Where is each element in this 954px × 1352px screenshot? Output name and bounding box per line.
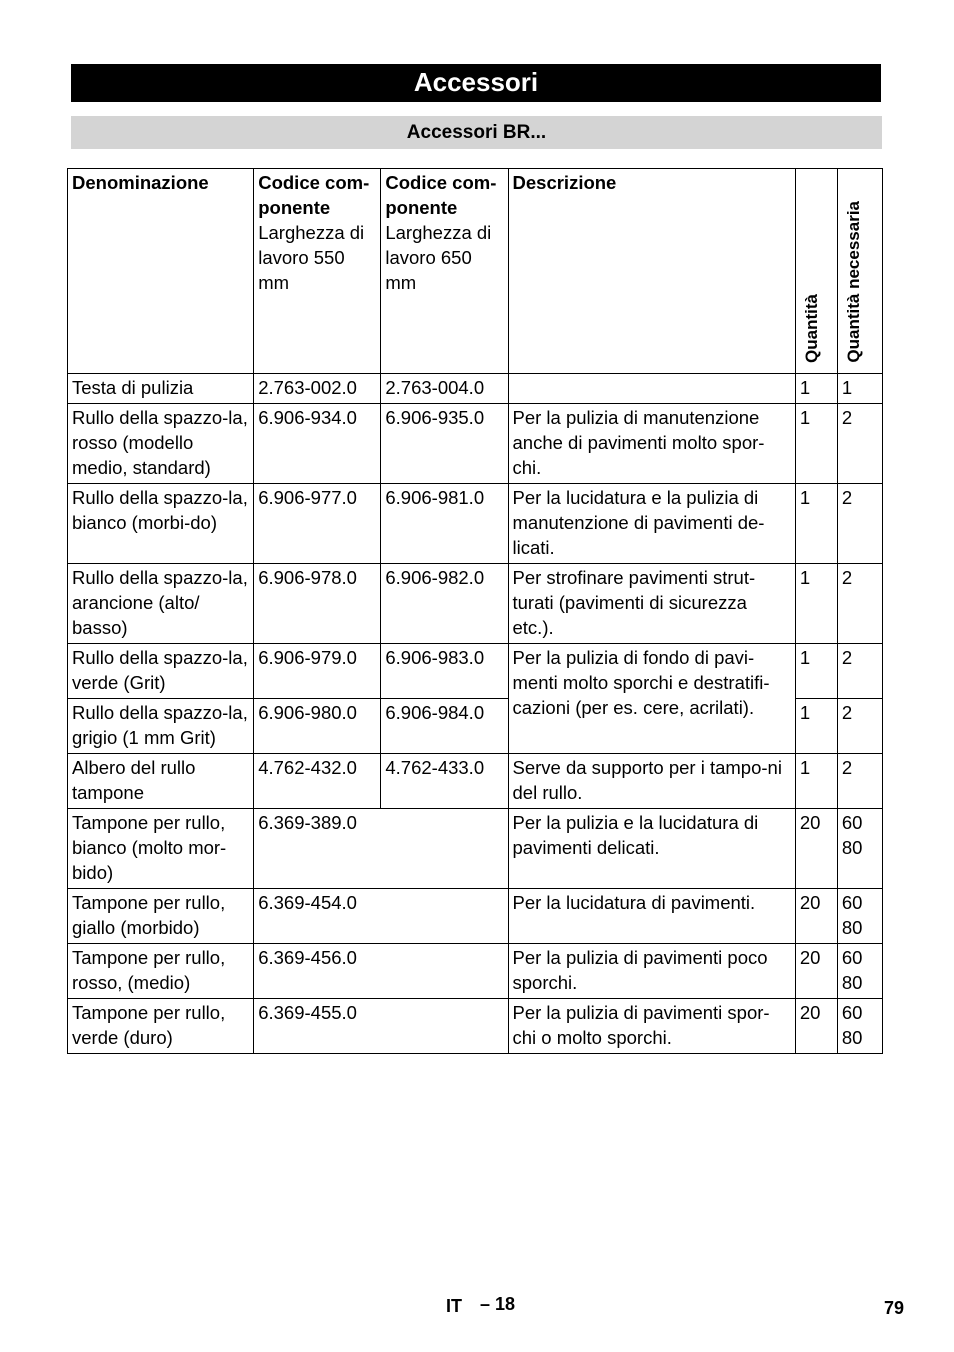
cell-name: Rullo della spazzo-la, verde (Grit) <box>68 644 254 699</box>
cell-code-650: 6.906-984.0 <box>381 699 508 754</box>
cell-quantity-required: 1 <box>837 374 882 404</box>
cell-quantity-required: 2 <box>837 564 882 644</box>
cell-name: Albero del rullo tampone <box>68 754 254 809</box>
cell-quantity: 1 <box>795 404 837 484</box>
table-header-row <box>68 169 883 374</box>
table-row <box>68 374 883 404</box>
cell-quantity: 1 <box>795 564 837 644</box>
cell-quantity-required: 60 80 <box>837 889 882 944</box>
cell-code: 6.369-454.0 <box>254 889 508 944</box>
table-row <box>68 999 883 1054</box>
table-row <box>68 809 883 889</box>
cell-quantity-required: 2 <box>837 699 882 754</box>
cell-name: Rullo della spazzo-la, rosso (modello medio, standard) <box>68 404 254 484</box>
cell-code: 6.369-456.0 <box>254 944 508 999</box>
cell-code-650: 6.906-982.0 <box>381 564 508 644</box>
cell-description: Per la pulizia di manutenzione anche di pavimenti molto spor-chi. <box>508 404 795 484</box>
header-code-650: Codice com-ponente Larghezza di lavoro 650 mm <box>381 169 508 374</box>
cell-code-650: 4.762-433.0 <box>381 754 508 809</box>
cell-code-650: 6.906-983.0 <box>381 644 508 699</box>
footer-section-page: – 18 <box>480 1294 516 1314</box>
header-quantity: Quantità <box>795 169 837 374</box>
cell-code-650: 6.906-981.0 <box>381 484 508 564</box>
cell-quantity-required: 2 <box>837 644 882 699</box>
cell-code-550: 6.906-979.0 <box>254 644 381 699</box>
page-title: Accessori <box>71 64 881 102</box>
cell-name: Tampone per rullo, verde (duro) <box>68 999 254 1054</box>
table-row <box>68 944 883 999</box>
cell-quantity-required: 60 80 <box>837 809 882 889</box>
cell-code-550: 6.906-934.0 <box>254 404 381 484</box>
cell-quantity: 20 <box>795 999 837 1054</box>
section-subtitle: Accessori BR... <box>71 116 882 149</box>
cell-code-550: 2.763-002.0 <box>254 374 381 404</box>
cell-description: Per la lucidatura e la pulizia di manutenzione di pavimenti de-licati. <box>508 484 795 564</box>
cell-quantity: 20 <box>795 889 837 944</box>
accessories-table <box>67 168 883 1054</box>
cell-quantity-required: 60 80 <box>837 944 882 999</box>
cell-code-550: 6.906-977.0 <box>254 484 381 564</box>
cell-code-550: 6.906-980.0 <box>254 699 381 754</box>
table-row <box>68 754 883 809</box>
cell-code-650: 2.763-004.0 <box>381 374 508 404</box>
cell-code: 6.369-389.0 <box>254 809 508 889</box>
cell-code-550: 6.906-978.0 <box>254 564 381 644</box>
footer-language: IT <box>446 1296 462 1316</box>
cell-name: Rullo della spazzo-la, arancione (alto/ basso) <box>68 564 254 644</box>
header-quantity-required: Quantità necessaria <box>837 169 882 374</box>
cell-quantity-required: 2 <box>837 404 882 484</box>
cell-description: Per la pulizia e la lucidatura di pavimenti delicati. <box>508 809 795 889</box>
cell-code-650: 6.906-935.0 <box>381 404 508 484</box>
header-name: Denominazione <box>68 169 254 374</box>
header-code-550: Codice com-ponente Larghezza di lavoro 550 mm <box>254 169 381 374</box>
cell-quantity: 1 <box>795 699 837 754</box>
cell-description: Per la pulizia di pavimenti spor-chi o molto sporchi. <box>508 999 795 1054</box>
table-row <box>68 889 883 944</box>
cell-code: 6.369-455.0 <box>254 999 508 1054</box>
cell-name: Rullo della spazzo-la, grigio (1 mm Grit) <box>68 699 254 754</box>
cell-description: Per la pulizia di pavimenti poco sporchi. <box>508 944 795 999</box>
cell-quantity: 1 <box>795 484 837 564</box>
cell-name: Testa di pulizia <box>68 374 254 404</box>
cell-quantity-required: 2 <box>837 754 882 809</box>
cell-description <box>508 374 795 404</box>
cell-description: Per la lucidatura di pavimenti. <box>508 889 795 944</box>
cell-name: Tampone per rullo, giallo (morbido) <box>68 889 254 944</box>
cell-description: Per la pulizia di fondo di pavi-menti molto sporchi e destratifi-cazioni (per es. cere, acrilati). <box>508 644 795 754</box>
table-row <box>68 484 883 564</box>
cell-quantity: 20 <box>795 944 837 999</box>
cell-quantity: 1 <box>795 754 837 809</box>
header-description: Descrizione <box>508 169 795 374</box>
cell-name: Tampone per rullo, bianco (molto mor-bido) <box>68 809 254 889</box>
cell-name: Rullo della spazzo-la, bianco (morbi-do) <box>68 484 254 564</box>
cell-quantity-required: 2 <box>837 484 882 564</box>
cell-quantity: 1 <box>795 644 837 699</box>
cell-description: Per strofinare pavimenti strut-turati (pavimenti di sicurezza etc.). <box>508 564 795 644</box>
table-row <box>68 404 883 484</box>
cell-code-550: 4.762-432.0 <box>254 754 381 809</box>
cell-quantity: 20 <box>795 809 837 889</box>
cell-name: Tampone per rullo, rosso, (medio) <box>68 944 254 999</box>
footer-page-number: 79 <box>884 1298 905 1318</box>
table-row <box>68 564 883 644</box>
cell-quantity: 1 <box>795 374 837 404</box>
table-row <box>68 644 883 699</box>
cell-quantity-required: 60 80 <box>837 999 882 1054</box>
cell-description: Serve da supporto per i tampo-ni del rullo. <box>508 754 795 809</box>
